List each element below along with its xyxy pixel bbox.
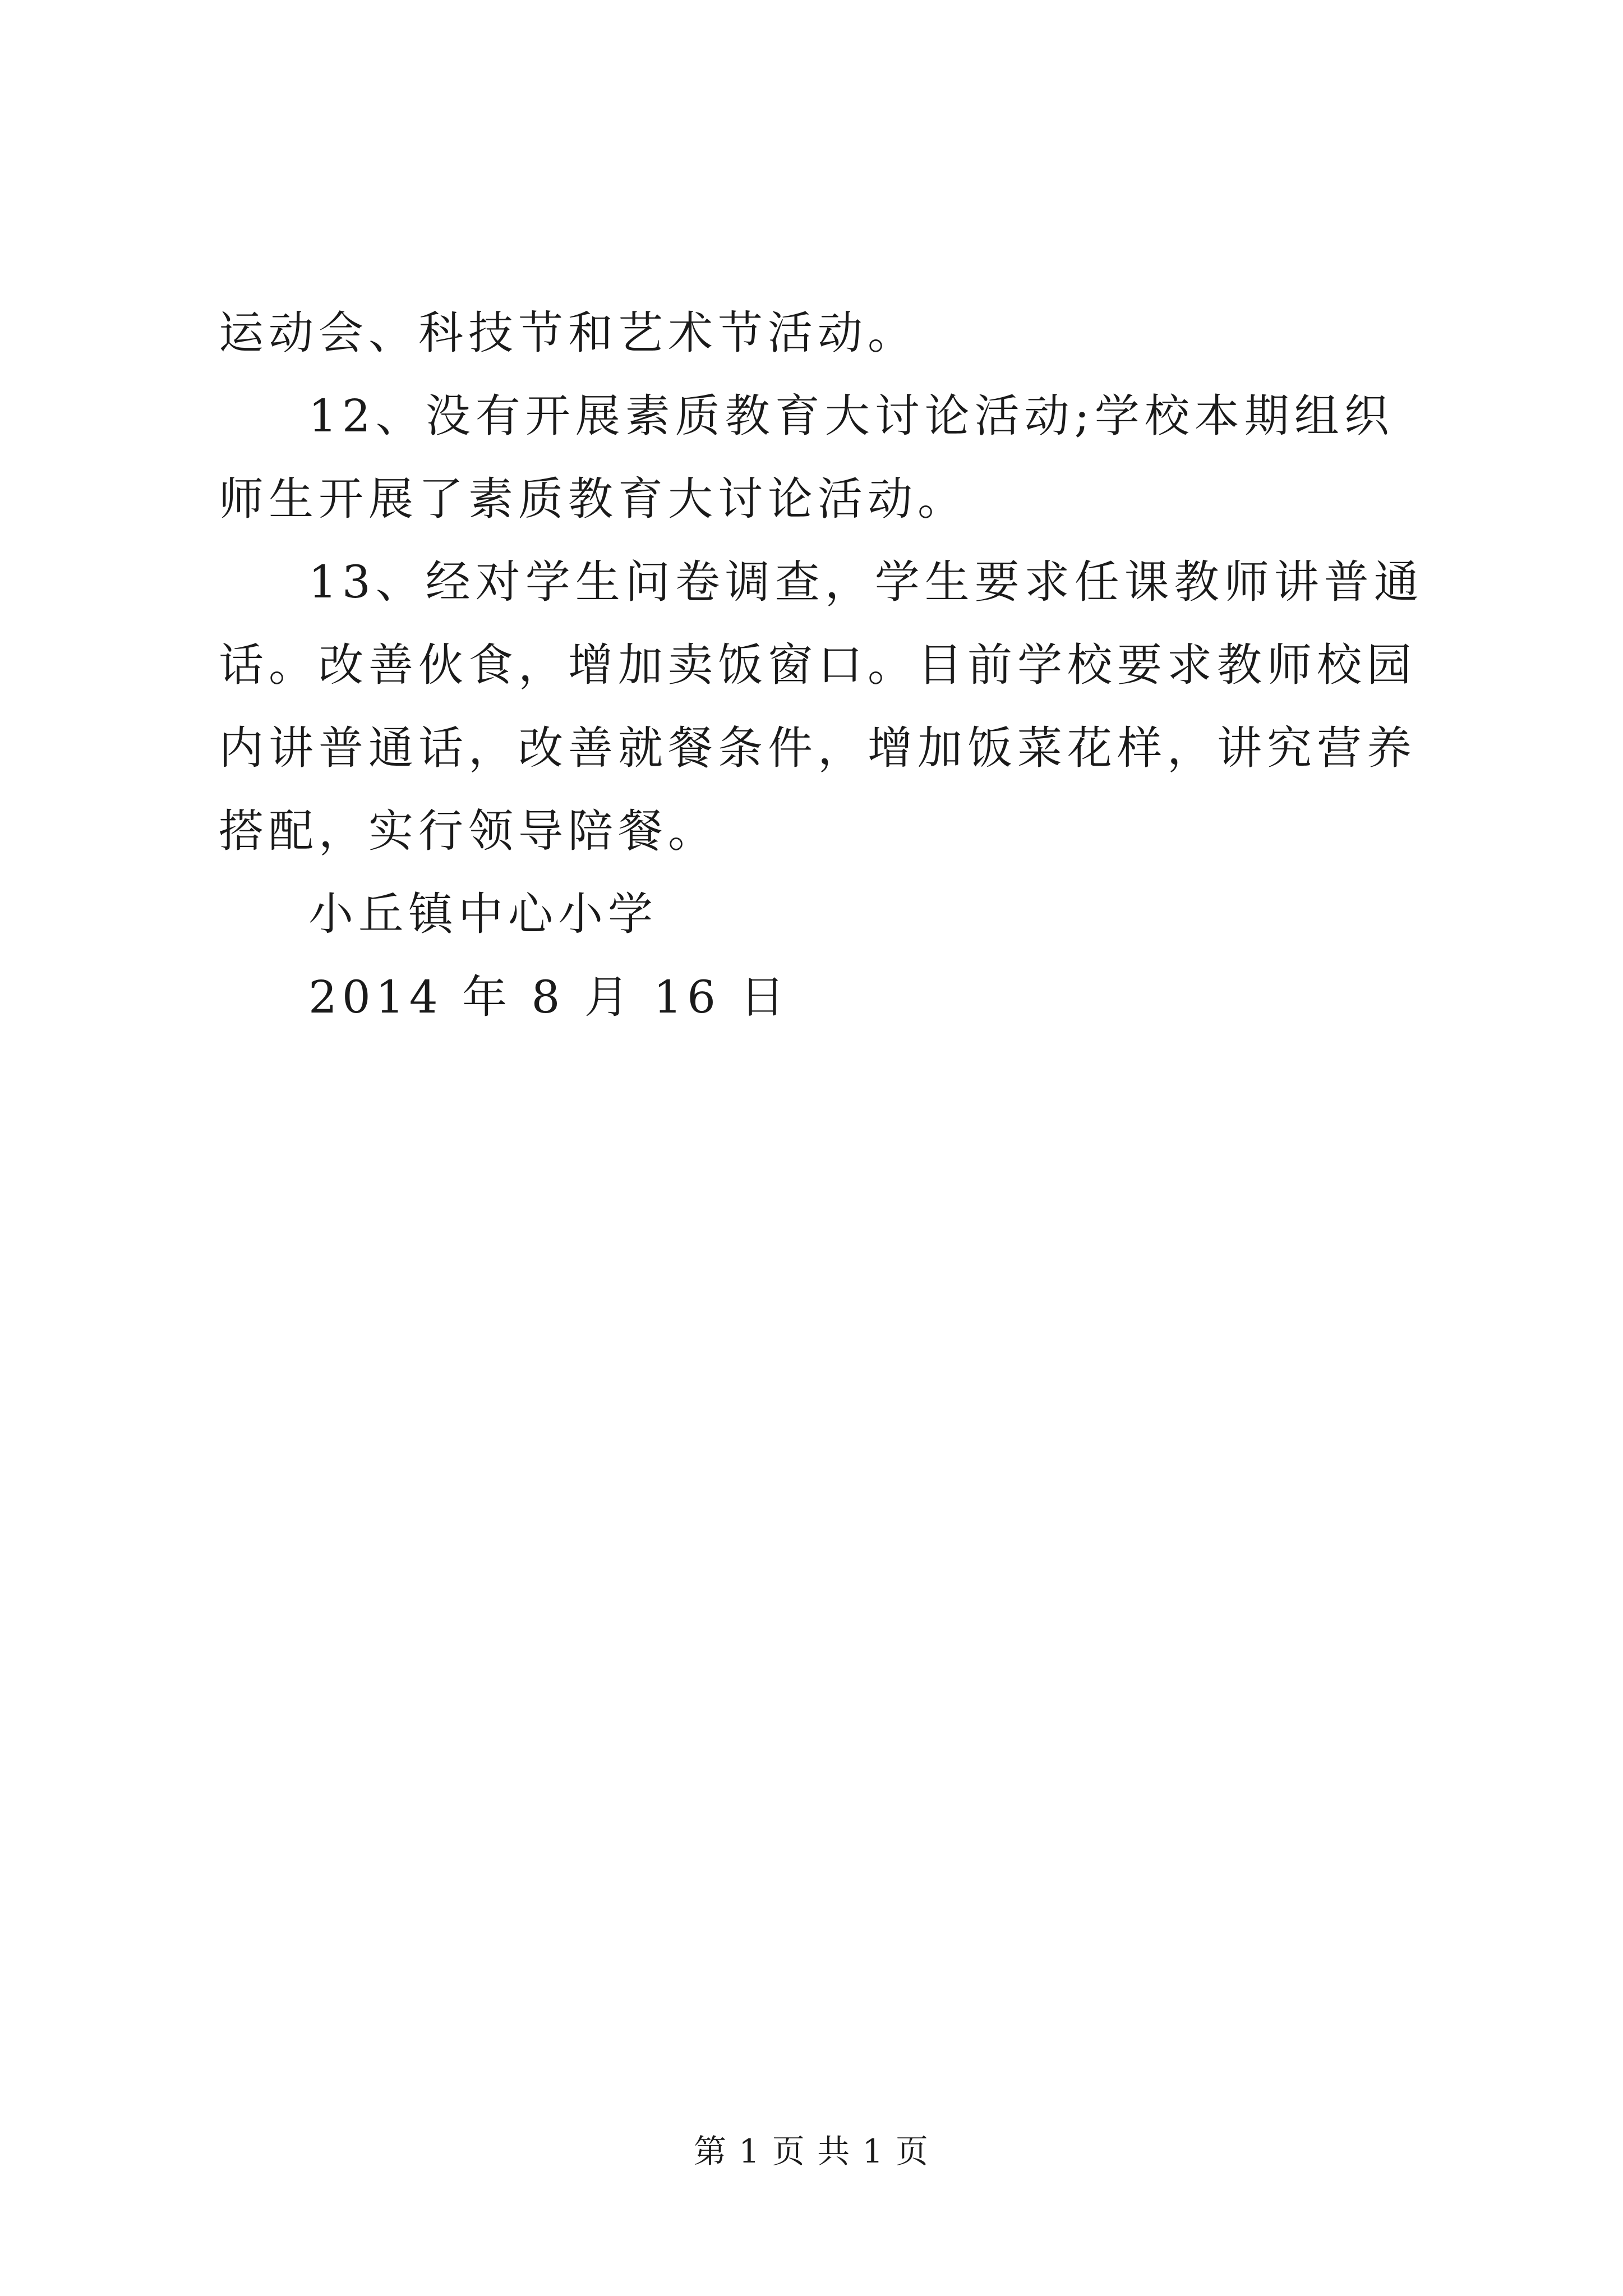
paragraph-item-13: 13、经对学生问卷调查，学生要求任课教师讲普通话。改善伙食，增加卖饭窗口。目前学校要求教师校园内讲普通话，改善就餐条件，增加饭菜花样，讲究营养搭配，实行领导陪餐。 xyxy=(219,556,1424,857)
paragraph-item-12: 12、没有开展素质教育大讨论活动;学校本期组织师生开展了素质教育大讨论活动。 xyxy=(219,390,1394,525)
page-footer: 第 1 页 共 1 页 xyxy=(694,2132,929,2170)
signature-date: 2014 年 8 月 16 日 xyxy=(308,971,790,1023)
signature-organization: 小丘镇中心小学 xyxy=(308,888,658,940)
paragraph-continuation: 运动会、科技节和艺术节活动。 xyxy=(219,307,917,359)
document-body xyxy=(219,292,1430,1039)
